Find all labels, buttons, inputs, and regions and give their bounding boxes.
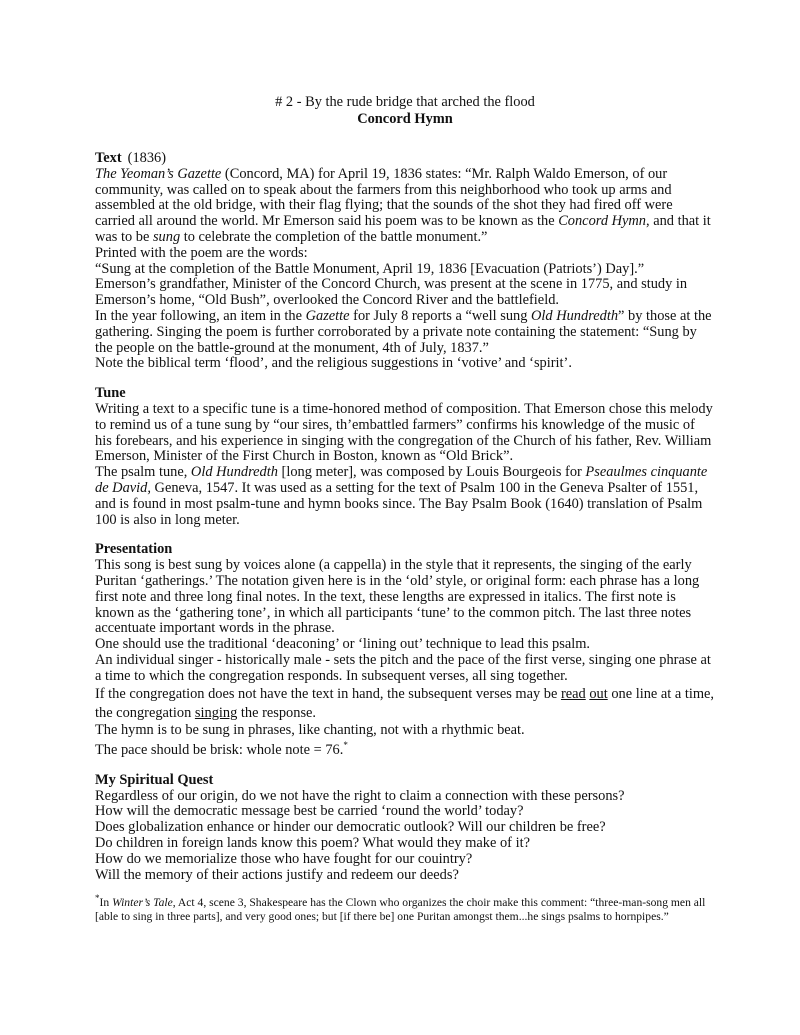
text-paragraph-6: Note the biblical term ‘flood’, and the religious suggestions in ‘votive’ and ‘spirit’. bbox=[95, 355, 572, 372]
quest-section-title: My Spiritual Quest bbox=[95, 771, 214, 788]
old-hundredth-italic: Old Hundredth bbox=[531, 307, 619, 324]
gazette-title: The Yeoman’s Gazette bbox=[95, 165, 222, 182]
tune-section bbox=[95, 386, 715, 528]
text-paragraph-2: Printed with the poem are the words: bbox=[95, 244, 308, 261]
footnote bbox=[95, 891, 715, 924]
winters-tale-title: Winter’s Tale bbox=[112, 896, 173, 910]
read-underlined: read bbox=[560, 685, 586, 702]
presentation-paragraph-2: One should use the traditional ‘deaconing’ or ‘lining out’ technique to lead this psalm. bbox=[95, 636, 591, 653]
pseaulmes-title: Pseaulmes cinquante de David, bbox=[95, 464, 708, 496]
singing-underlined: singing bbox=[194, 704, 238, 721]
presentation-section bbox=[95, 542, 715, 759]
tune-p2-c: Geneva, 1547. It was used as a setting for the text of Psalm 100 in the Geneva Psalter of 1551, and is found in most psalm-tune and hymn books since. The Bay Psalm Book (1640) translation of Psalm 100 is also in long meter. bbox=[95, 479, 703, 528]
header-subtitle: # 2 - By the rude bridge that arched the flood bbox=[275, 94, 535, 110]
gazette-italic: Gazette bbox=[305, 307, 350, 324]
presentation-paragraph-3: An individual singer - historically male - sets the pitch and the pace of the first verse, singing one phrase at a time to which the congregation responds. In subsequent verses, all sing together. bbox=[95, 651, 711, 684]
quest-line: Will the memory of their actions justify and redeem our deeds? bbox=[95, 866, 459, 883]
text-paragraph-4: Emerson’s grandfather, Minister of the Concord Church, was present at the scene in 1775, and study in Emerson’s home, “Old Bush”, overlooked the Concord River and the battlefield. bbox=[95, 276, 688, 309]
presentation-section-title: Presentation bbox=[95, 541, 173, 558]
old-hundredth-title: Old Hundredth bbox=[190, 464, 278, 481]
presentation-paragraph-1: This song is best sung by voices alone (a cappella) in the style that it represents, the singing of the early Puritan ‘gatherings.’ The notation given here is in the ‘old’ style, or original form: each phrase has a long first note and three long final notes. In the text, these lengths are expressed in italics. The first note is known as the ‘gathering tone’, in which all participants ‘tune’ to the common pitch. The last three notes accentuate important words in the phrase. bbox=[95, 557, 700, 637]
quest-line: Regardless of our origin, do we not have the right to claim a connection with these persons? bbox=[95, 787, 625, 804]
pres-p4-a: If the congregation does not have the text in hand, the subsequent verses may be bbox=[95, 685, 561, 702]
page-header bbox=[95, 94, 715, 127]
text-paragraph-1 bbox=[95, 167, 715, 246]
text-section-heading bbox=[95, 151, 715, 167]
tune-section-title: Tune bbox=[95, 385, 126, 402]
text-p5-b: for July 8 reports a “well sung bbox=[349, 307, 532, 324]
presentation-paragraph-5: The hymn is to be sung in phrases, like chanting, not with a rhythmic beat. bbox=[95, 721, 525, 738]
tune-paragraph-1: Writing a text to a specific tune is a time-honored method of composition. That Emerson chose this melody to remind us of a tune sung by “our sires, th’embattled farmers” confirms his knowledge of the music of his forebears, and his experience in singing with the congregation of the Church of his father, Rev. William Emerson, Minister of the First Church in Boston, known as “Old Brick”. bbox=[95, 400, 713, 465]
quest-line: Do children in foreign lands know this poem? What would they make of it? bbox=[95, 835, 530, 852]
text-p5-c: ” by those at the gathering. Singing the poem is further corroborated by a private note containing the statement: “Sung by the people on the battle-ground at the monument, 4th of July, 1837.” bbox=[95, 307, 712, 356]
text-p1-c: to celebrate the completion of the battle monument.” bbox=[180, 228, 488, 245]
pres-p4-b: one line at a time, the congregation bbox=[95, 685, 715, 721]
quest-section bbox=[95, 773, 715, 884]
text-p5-a: In the year following, an item in the bbox=[95, 307, 306, 324]
page-title: Concord Hymn bbox=[357, 110, 453, 127]
footnote-b: , Act 4, scene 3, Shakespeare has the Clown who organizes the choir make this comment: “three-man-song men all [able to sing in three parts], and very good ones; but [if there be] one Puritan amongst them...he sings psalms to hornpipes.” bbox=[95, 896, 706, 924]
tune-paragraph-2 bbox=[95, 465, 715, 528]
text-p1-b: , and that it was to be bbox=[95, 213, 711, 245]
footnote-symbol: * bbox=[95, 893, 100, 904]
pres-p4-c: the response. bbox=[237, 704, 317, 721]
text-section-title: Text bbox=[95, 150, 122, 166]
footnote-a: In bbox=[99, 896, 113, 910]
text-paragraph-5 bbox=[95, 309, 715, 356]
document-page bbox=[95, 0, 715, 924]
out-underlined: out bbox=[589, 685, 608, 702]
hymn-title: Concord Hymn bbox=[558, 213, 646, 230]
pace-text: The pace should be brisk: whole note = 76. bbox=[95, 742, 344, 759]
text-section-year: (1836) bbox=[127, 150, 167, 166]
text-section bbox=[95, 151, 715, 372]
quest-line: Does globalization enhance or hinder our democratic outlook? Will our children be free? bbox=[95, 819, 606, 836]
quest-line: How will the democratic message best be carried ‘round the world’ today? bbox=[95, 803, 524, 820]
sung-italic: sung bbox=[152, 228, 181, 245]
footnote-marker: * bbox=[343, 740, 348, 751]
tune-p2-a: The psalm tune, bbox=[95, 464, 191, 481]
quest-line: How do we memorialize those who have fought for our couintry? bbox=[95, 850, 473, 867]
presentation-paragraph-6 bbox=[95, 738, 715, 759]
text-paragraph-3: “Sung at the completion of the Battle Monument, April 19, 1836 [Evacuation (Patriots’) Day].” bbox=[95, 260, 645, 277]
presentation-paragraph-4 bbox=[95, 685, 715, 723]
text-p1-a: (Concord, MA) for April 19, 1836 states: “Mr. Ralph Waldo Emerson, of our community, was called on to speak about the farmers from this neighborhood who took up arms and assembled at the old bridge, with their flag flying; that the sounds of the shot they had fired off were carried all around the world. Mr Emerson said his poem was to be known as the bbox=[95, 165, 673, 230]
tune-p2-b: [long meter], was composed by Louis Bourgeois for bbox=[277, 464, 586, 481]
